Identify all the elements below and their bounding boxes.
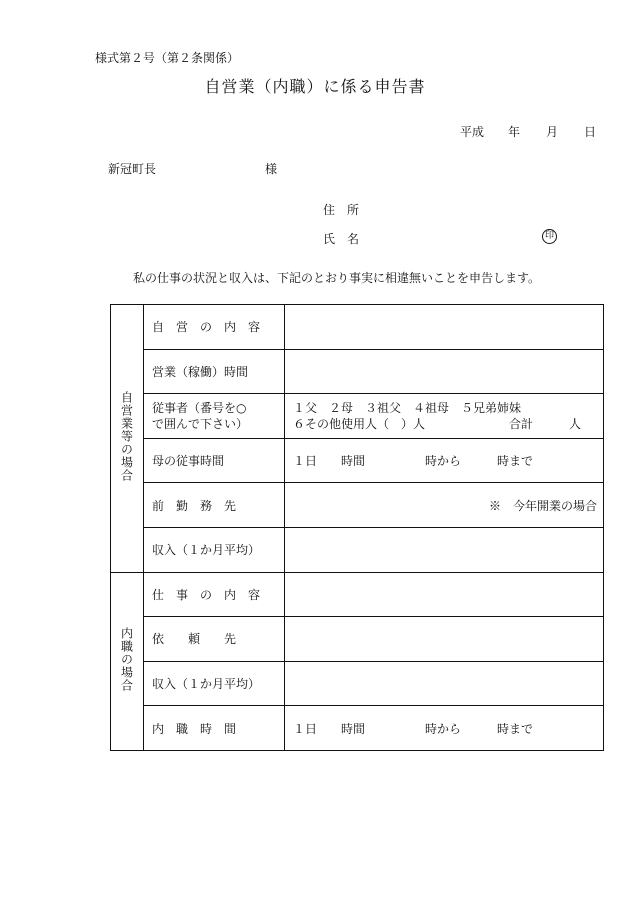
row-label: 収入（１か月平均）: [144, 661, 285, 706]
row-label: 内 職 時 間: [144, 706, 285, 751]
client-field[interactable]: [285, 617, 604, 662]
form-number: 様式第２号（第２条関係）: [95, 51, 240, 65]
row-label: [144, 394, 285, 439]
date-era: 平成: [459, 125, 484, 139]
row-label-line: で囲んで下さい）: [152, 416, 249, 431]
row-label: 母の従事時間: [144, 438, 285, 483]
home-work-section: [111, 572, 144, 750]
row-label: 仕 事 の 内 容: [144, 572, 285, 617]
workers-options: １父 ２母 ３祖父 ４祖母 ５兄弟姉妹: [293, 400, 522, 415]
home-work-content-field[interactable]: [285, 572, 604, 617]
section-label-self-employed: 自営業等の場合: [119, 391, 134, 483]
name-label: 氏 名: [323, 232, 360, 246]
row-label: 自 営 の 内 容: [144, 305, 285, 350]
row-label: 前 勤 務 先: [144, 483, 285, 528]
previous-employer-field[interactable]: ※ 今年開業の場合: [285, 483, 604, 528]
addressee: 新冠町長: [108, 162, 157, 176]
business-hours-field[interactable]: [285, 349, 604, 394]
self-employed-income-field[interactable]: [285, 527, 604, 572]
seal-mark: 印: [542, 229, 557, 244]
workers-field[interactable]: [285, 394, 604, 439]
honorific: 様: [265, 162, 278, 176]
row-label: 依 頼 先: [144, 617, 285, 662]
declaration-text: 私の仕事の状況と収入は、下記のとおり事実に相違無いことを申告します。: [133, 271, 541, 285]
row-label: 収入（１か月平均）: [144, 527, 285, 572]
home-work-income-field[interactable]: [285, 661, 604, 706]
address-label: 住 所: [323, 203, 360, 217]
declaration-table: [110, 304, 604, 751]
date-line: [460, 123, 596, 140]
row-label-line: 従事者（番号を○: [152, 400, 247, 415]
row-label: 営業（稼働）時間: [144, 349, 285, 394]
self-employed-section: [111, 305, 144, 573]
section-label-home-work: 内職の場合: [119, 627, 134, 693]
date-year: 年: [507, 125, 520, 139]
date-day: 日: [583, 125, 596, 139]
mother-work-hours-field[interactable]: １日 時間 時から 時まで: [285, 438, 604, 483]
document-title: 自営業（内職）に係る申告書: [204, 77, 426, 96]
date-month: 月: [545, 125, 558, 139]
workers-total: ６その他使用人（ ）人 合計 人: [293, 416, 582, 431]
home-work-hours-field[interactable]: １日 時間 時から 時まで: [285, 706, 604, 751]
business-content-field[interactable]: [285, 305, 604, 350]
